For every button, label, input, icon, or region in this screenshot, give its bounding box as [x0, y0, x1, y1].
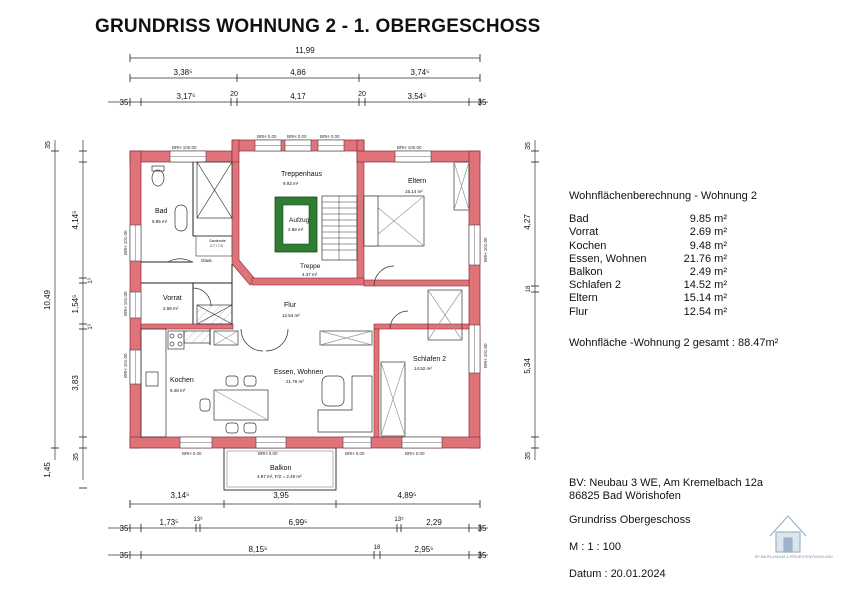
- area-row-name: Vorrat: [569, 226, 599, 239]
- area-row-name: Flur: [569, 305, 588, 318]
- area-row-name: Essen, Wohnen: [569, 252, 647, 265]
- dim-top-r2-4: 4,17: [290, 92, 306, 101]
- dim-bottom-r2-3: 13⁵: [193, 517, 203, 523]
- room-schlafen: Schlafen 2: [413, 356, 447, 363]
- dim-right-3: 18: [526, 285, 532, 293]
- area-row-value: 9.85 m²: [689, 213, 727, 226]
- svg-text:BRH 100.00: BRH 100.00: [397, 145, 422, 150]
- dim-top-r1-2: 4,86: [290, 68, 306, 77]
- area-calculation-panel: [569, 190, 778, 350]
- dim-top-r2-6: 3,54⁵: [407, 92, 427, 101]
- dim-bottom-r1-1: 3,14⁵: [170, 491, 190, 500]
- svg-text:BRH 0.00: BRH 0.00: [258, 451, 278, 456]
- dim-bottom-r2-4: 6,99⁵: [288, 518, 308, 527]
- dim-left-1: 35: [45, 141, 52, 149]
- area-row: [569, 226, 739, 239]
- area-row-value: 12.54 m²: [683, 305, 727, 318]
- svg-text:21.76 m²: 21.76 m²: [286, 379, 304, 384]
- area-row: [569, 292, 739, 305]
- area-row: [569, 253, 739, 266]
- area-total: Wohnfläche -Wohnung 2 gesamt : 88.47m²: [569, 336, 779, 349]
- area-calc-title: Wohnflächenberechnung - Wohnung 2: [569, 190, 757, 202]
- drawing-subtitle: Grundriss Obergeschoss: [569, 514, 691, 526]
- dim-left-overall: 10,49: [43, 289, 52, 311]
- dim-left-8: 1,45: [43, 462, 52, 478]
- svg-text:2.69 m²: 2.69 m²: [163, 306, 179, 311]
- svg-text:BRH 101.00: BRH 101.00: [123, 291, 128, 316]
- house-icon: [770, 516, 806, 552]
- svg-text:BRH 101.00: BRH 101.00: [123, 230, 128, 255]
- svg-text:15.14 m²: 15.14 m²: [405, 189, 423, 194]
- drawing-date: Datum : 20.01.2024: [569, 568, 666, 580]
- dim-top-r1-3: 3,74⁵: [410, 68, 430, 77]
- area-row-name: Schlafen 2: [569, 279, 621, 292]
- room-eltern: Eltern: [408, 178, 427, 185]
- svg-text:BRH 0.00: BRH 0.00: [345, 451, 365, 456]
- page-title: GRUNDRISS WOHNUNG 2 - 1. OBERGESCHOSS: [95, 16, 541, 37]
- project-line2: 86825 Bad Wörishofen: [569, 490, 681, 503]
- dim-left-6: 3,83: [71, 375, 80, 391]
- area-row-name: Balkon: [569, 266, 603, 279]
- project-line1: BV: Neubau 3 WE, Am Kremelbach 12a: [569, 477, 764, 489]
- svg-text:BRH 101.00: BRH 101.00: [483, 237, 488, 262]
- dim-top-overall: 11,99: [295, 46, 315, 55]
- area-row-value: 14.52 m²: [683, 279, 727, 292]
- company-logo: [748, 506, 840, 566]
- svg-text:4.97 m², F/2 = 2.49 m²: 4.97 m², F/2 = 2.49 m²: [257, 474, 302, 479]
- dim-right-4: 5,34: [523, 358, 532, 374]
- dim-left-7: 35: [73, 453, 80, 461]
- area-row: [569, 266, 739, 279]
- room-treppenhaus: Treppenhaus: [281, 171, 322, 178]
- dim-bottom-r2-1: 35: [119, 524, 129, 533]
- room-essen: Essen, Wohnen: [274, 369, 324, 376]
- svg-text:12.54 m²: 12.54 m²: [282, 313, 300, 318]
- elevator: [275, 197, 317, 252]
- dim-top-r2-5: 20: [358, 91, 366, 98]
- svg-text:9.48 m²: 9.48 m²: [170, 388, 186, 393]
- dim-bottom-r2-2: 1,73⁵: [159, 518, 179, 527]
- dim-top-r1-1: 3,38⁵: [173, 68, 193, 77]
- dim-top-r2-1: 35: [119, 98, 129, 107]
- dim-top-r2-3: 20: [230, 91, 238, 98]
- dim-left-5: 1³: [88, 324, 94, 330]
- dim-bottom-r3-2: 8,15⁵: [248, 545, 268, 554]
- svg-text:BRH 0.00: BRH 0.00: [405, 451, 425, 456]
- dimension-right: [531, 140, 539, 460]
- svg-text:BRH 101.00: BRH 101.00: [123, 353, 128, 378]
- svg-text:Glast.: Glast.: [201, 258, 213, 263]
- svg-text:BRH 0.00: BRH 0.00: [320, 134, 340, 139]
- dim-bottom-r3-1: 35: [119, 551, 129, 560]
- area-row: [569, 279, 739, 292]
- dim-bottom-r3-4: 2,95⁵: [414, 545, 434, 554]
- svg-text:9.85 m²: 9.85 m²: [152, 219, 168, 224]
- svg-text:BRH 0.00: BRH 0.00: [287, 134, 307, 139]
- area-row: [569, 240, 739, 253]
- area-row-name: Kochen: [569, 239, 607, 252]
- svg-text:9.93 m²: 9.93 m²: [283, 181, 299, 186]
- svg-text:BRH 100.00: BRH 100.00: [172, 145, 197, 150]
- room-flur: Flur: [284, 302, 297, 309]
- svg-text:2.7 / 7.0: 2.7 / 7.0: [210, 244, 223, 248]
- room-vorrat: Vorrat: [163, 295, 182, 302]
- dim-bottom-r3-3: 18: [373, 545, 381, 551]
- dim-left-2: 4,14⁵: [71, 210, 80, 230]
- area-row-name: Eltern: [569, 292, 598, 305]
- dim-bottom-r1-2: 3,95: [273, 491, 289, 500]
- area-row: [569, 213, 739, 226]
- area-row-value: 15.14 m²: [683, 292, 727, 305]
- area-row-value: 21.76 m²: [683, 252, 727, 265]
- dim-bottom-r2-6: 2,29: [426, 518, 442, 527]
- svg-text:Garderobe: Garderobe: [209, 239, 226, 243]
- dim-right-2: 4,27: [523, 214, 532, 230]
- room-bad: Bad: [155, 208, 168, 215]
- windows: [130, 140, 480, 448]
- room-kochen: Kochen: [170, 377, 194, 384]
- room-balkon: Balkon: [270, 465, 292, 472]
- room-treppe: Treppe: [300, 263, 321, 270]
- svg-text:2.68 m²: 2.68 m²: [288, 227, 304, 232]
- area-row-value: 2.69 m²: [689, 226, 727, 239]
- dim-bottom-r3-5: 35: [477, 551, 487, 560]
- dim-top-r2-2: 3,17⁵: [176, 92, 196, 101]
- dim-bottom-r2-7: 35: [477, 524, 487, 533]
- drawing-scale: M : 1 : 100: [569, 541, 621, 553]
- dim-bottom-r1-3: 4,89⁵: [397, 491, 417, 500]
- area-row-value: 2.49 m²: [689, 266, 727, 279]
- dim-right-1: 35: [525, 142, 532, 150]
- dim-bottom-r2-5: 13⁵: [394, 517, 404, 523]
- dim-right-5: 35: [525, 452, 532, 460]
- dim-left-3: 1³: [88, 278, 94, 284]
- area-row-name: Bad: [569, 213, 589, 226]
- svg-text:BRH 0.00: BRH 0.00: [257, 134, 277, 139]
- exterior-walls: [130, 140, 480, 448]
- area-row: [569, 306, 739, 319]
- dim-left-4: 1,54⁵: [71, 294, 80, 314]
- svg-text:BRH 101.00: BRH 101.00: [483, 343, 488, 368]
- room-aufzug: Aufzug: [289, 217, 310, 224]
- svg-text:BRH 0.00: BRH 0.00: [182, 451, 202, 456]
- dimension-left: [51, 140, 87, 488]
- svg-text:14.52 m²: 14.52 m²: [414, 366, 432, 371]
- area-row-value: 9.48 m²: [689, 239, 727, 252]
- project-address: [569, 477, 763, 504]
- logo-text: BF BAUPLANUNG & PROJEKTENTWICKLUNG: [755, 555, 833, 559]
- svg-text:4.37 m²: 4.37 m²: [302, 272, 318, 277]
- dim-top-r2-7: 35: [477, 98, 487, 107]
